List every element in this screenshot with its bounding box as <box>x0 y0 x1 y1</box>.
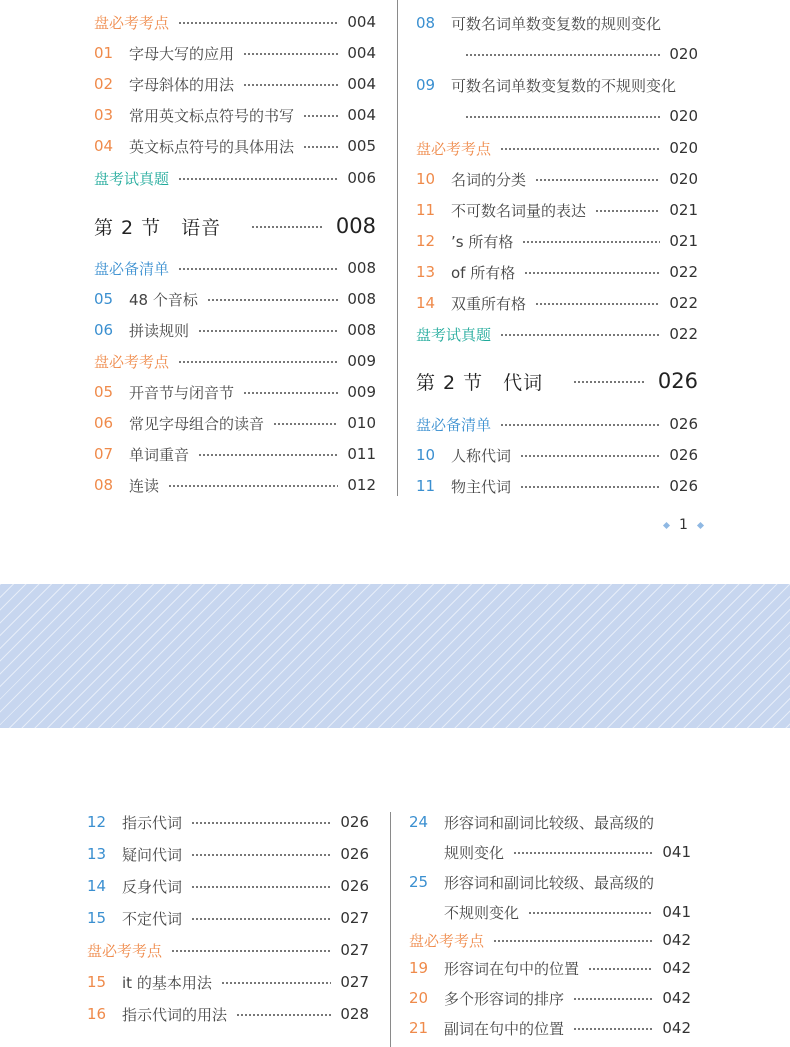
leader-dots <box>178 268 338 270</box>
entry-number: 03 <box>94 106 114 124</box>
entry-page-number: 008 <box>347 259 376 277</box>
toc-entry[interactable] <box>94 442 376 466</box>
entry-page-number: 042 <box>662 1019 691 1037</box>
entry-number: 02 <box>94 75 114 93</box>
entry-title: 可数名词单数变复数的不规则变化 <box>451 76 677 95</box>
entry-number: 10 <box>416 446 436 464</box>
toc-entry[interactable] <box>409 870 691 894</box>
entry-number: 07 <box>94 445 114 463</box>
entry-title: 多个形容词的排序 <box>444 989 565 1008</box>
diamond-icon <box>697 521 704 528</box>
leader-dots <box>520 455 660 457</box>
entry-title: 双重所有格 <box>451 294 527 313</box>
toc-entry[interactable] <box>94 287 376 311</box>
entry-title: 形容词在句中的位置 <box>444 959 580 978</box>
entry-title: 常见字母组合的读音 <box>129 414 265 433</box>
section-heading[interactable] <box>94 211 376 241</box>
entry-number: 08 <box>94 476 114 494</box>
entry-page-number: 004 <box>347 75 376 93</box>
entry-title: 48 个音标 <box>129 290 198 309</box>
entry-page-number: 026 <box>340 877 369 895</box>
entry-page-number: 041 <box>662 843 691 861</box>
leader-dots <box>191 918 331 920</box>
entry-title: 形容词和副词比较级、最高级的 <box>444 873 655 892</box>
toc-entry[interactable] <box>416 443 698 467</box>
leader-dots <box>191 822 331 824</box>
entry-number: 10 <box>416 170 436 188</box>
entry-title: 盘必考考点 <box>87 941 163 960</box>
toc-entry[interactable] <box>94 349 376 373</box>
entry-number: 16 <box>87 1005 107 1023</box>
entry-number: 12 <box>416 232 436 250</box>
toc-entry[interactable] <box>416 260 698 284</box>
entry-page-number: 022 <box>669 294 698 312</box>
leader-dots <box>168 485 338 487</box>
leader-dots <box>528 912 653 914</box>
toc-entry[interactable] <box>416 136 698 160</box>
toc-entry[interactable] <box>94 380 376 404</box>
toc-entry[interactable] <box>87 906 369 930</box>
leader-dots <box>273 423 338 425</box>
toc-entry[interactable] <box>465 104 698 128</box>
entry-page-number: 020 <box>669 107 698 125</box>
entry-title: 第 2 节 语音 <box>94 216 222 239</box>
toc-entry[interactable] <box>87 970 369 994</box>
entry-title: 英文标点符号的具体用法 <box>129 137 295 156</box>
entry-number: 05 <box>94 383 114 401</box>
toc-entry[interactable] <box>416 167 698 191</box>
entry-page-number: 009 <box>347 352 376 370</box>
leader-dots <box>207 299 339 301</box>
entry-title: 形容词和副词比较级、最高级的 <box>444 813 655 832</box>
entry-page-number: 027 <box>340 973 369 991</box>
page-number <box>654 516 713 534</box>
entry-page-number: 020 <box>669 45 698 63</box>
leader-dots <box>595 210 660 212</box>
toc-entry[interactable] <box>94 72 376 96</box>
entry-title: 疑问代词 <box>122 845 183 864</box>
entry-title: 盘考试真题 <box>94 169 170 188</box>
leader-dots <box>588 968 653 970</box>
entry-title: 可数名词单数变复数的规则变化 <box>451 14 662 33</box>
column-divider <box>390 812 391 1047</box>
toc-entry[interactable] <box>94 318 376 342</box>
entry-number: 09 <box>416 76 436 94</box>
entry-title: 盘必备清单 <box>416 415 492 434</box>
entry-page-number: 011 <box>347 445 376 463</box>
entry-title: 不规则变化 <box>444 903 520 922</box>
entry-title: 盘必考考点 <box>94 13 170 32</box>
leader-dots <box>178 178 338 180</box>
entry-title: 指示代词 <box>122 813 183 832</box>
entry-page-number: 026 <box>657 369 698 393</box>
entry-page-number: 042 <box>662 989 691 1007</box>
entry-page-number: 012 <box>347 476 376 494</box>
entry-title: 单词重音 <box>129 445 190 464</box>
toc-entry[interactable] <box>94 411 376 435</box>
leader-dots <box>178 361 338 363</box>
entry-number: 13 <box>87 845 107 863</box>
toc-entry[interactable] <box>87 842 369 866</box>
entry-number: 20 <box>409 989 429 1007</box>
entry-number: 24 <box>409 813 429 831</box>
leader-dots <box>500 334 660 336</box>
toc-entry[interactable] <box>94 103 376 127</box>
entry-title: ’s 所有格 <box>451 232 514 251</box>
toc-entry[interactable] <box>87 810 369 834</box>
diamond-icon <box>663 521 670 528</box>
leader-dots <box>243 84 338 86</box>
entry-title: 不定代词 <box>122 909 183 928</box>
toc-entry[interactable] <box>416 229 698 253</box>
entry-title: 连读 <box>129 476 160 495</box>
entry-page-number: 021 <box>669 201 698 219</box>
toc-entry[interactable] <box>94 473 376 497</box>
entry-title: 指示代词的用法 <box>122 1005 228 1024</box>
toc-entry[interactable] <box>465 42 698 66</box>
leader-dots <box>303 115 338 117</box>
entry-page-number: 028 <box>340 1005 369 1023</box>
entry-title: 人称代词 <box>451 446 512 465</box>
page-number-label: 1 <box>679 517 688 533</box>
toc-entry[interactable] <box>409 986 691 1010</box>
leader-dots <box>513 852 653 854</box>
entry-page-number: 026 <box>340 845 369 863</box>
entry-number: 08 <box>416 14 436 32</box>
entry-number: 04 <box>94 137 114 155</box>
entry-title: 盘考试真题 <box>416 325 492 344</box>
entry-page-number: 026 <box>669 477 698 495</box>
leader-dots <box>465 54 660 56</box>
entry-page-number: 004 <box>347 106 376 124</box>
entry-title: 物主代词 <box>451 477 512 496</box>
toc-entry[interactable] <box>409 928 691 952</box>
entry-page-number: 009 <box>347 383 376 401</box>
toc-entry[interactable] <box>87 874 369 898</box>
leader-dots <box>251 226 324 228</box>
entry-title: 反身代词 <box>122 877 183 896</box>
leader-dots <box>500 424 660 426</box>
leader-dots <box>171 950 331 952</box>
entry-page-number: 022 <box>669 325 698 343</box>
entry-page-number: 008 <box>347 290 376 308</box>
entry-title: 不可数名词量的表达 <box>451 201 587 220</box>
entry-page-number: 006 <box>347 169 376 187</box>
entry-number: 01 <box>94 44 114 62</box>
entry-page-number: 041 <box>662 903 691 921</box>
entry-title: 字母斜体的用法 <box>129 75 235 94</box>
toc-entry[interactable] <box>444 840 691 864</box>
toc-entry[interactable] <box>416 291 698 315</box>
leader-dots <box>493 940 653 942</box>
entry-number: 14 <box>87 877 107 895</box>
entry-page-number: 020 <box>669 139 698 157</box>
toc-entry[interactable] <box>87 1002 369 1026</box>
entry-number: 13 <box>416 263 436 281</box>
entry-title: of 所有格 <box>451 263 516 282</box>
entry-page-number: 026 <box>669 415 698 433</box>
entry-number: 14 <box>416 294 436 312</box>
toc-entry[interactable] <box>416 198 698 222</box>
entry-page-number: 005 <box>347 137 376 155</box>
toc-entry[interactable] <box>416 474 698 498</box>
toc-entry[interactable] <box>416 412 698 436</box>
leader-dots <box>243 392 338 394</box>
entry-title: 副词在句中的位置 <box>444 1019 565 1038</box>
entry-page-number: 027 <box>340 909 369 927</box>
entry-title: 拼读规则 <box>129 321 190 340</box>
entry-page-number: 027 <box>340 941 369 959</box>
leader-dots <box>191 886 331 888</box>
entry-page-number: 008 <box>335 214 376 238</box>
toc-entry[interactable] <box>444 900 691 924</box>
entry-page-number: 004 <box>347 44 376 62</box>
entry-title: 第 2 节 代词 <box>416 371 544 394</box>
entry-page-number: 004 <box>347 13 376 31</box>
leader-dots <box>303 146 338 148</box>
entry-title: 名词的分类 <box>451 170 527 189</box>
entry-number: 11 <box>416 477 436 495</box>
toc-entry[interactable] <box>94 10 376 34</box>
leader-dots <box>243 53 338 55</box>
toc-entry[interactable] <box>94 41 376 65</box>
entry-title: 常用英文标点符号的书写 <box>129 106 295 125</box>
leader-dots <box>198 330 338 332</box>
page-separator-band <box>0 584 790 728</box>
entry-title: 盘必考考点 <box>416 139 492 158</box>
section-heading[interactable] <box>416 366 698 396</box>
leader-dots <box>520 486 660 488</box>
entry-number: 12 <box>87 813 107 831</box>
entry-page-number: 022 <box>669 263 698 281</box>
entry-page-number: 010 <box>347 414 376 432</box>
entry-title: 盘必备清单 <box>94 259 170 278</box>
toc-entry[interactable] <box>87 938 369 962</box>
entry-title: it 的基本用法 <box>122 973 212 992</box>
entry-number: 25 <box>409 873 429 891</box>
leader-dots <box>465 116 660 118</box>
entry-page-number: 026 <box>669 446 698 464</box>
leader-dots <box>236 1014 331 1016</box>
entry-number: 06 <box>94 321 114 339</box>
toc-page-2 <box>0 728 790 1047</box>
leader-dots <box>573 998 653 1000</box>
leader-dots <box>178 22 338 24</box>
leader-dots <box>535 179 660 181</box>
toc-entry[interactable] <box>409 1016 691 1040</box>
toc-entry[interactable] <box>409 810 691 834</box>
leader-dots <box>573 381 646 383</box>
leader-dots <box>535 303 660 305</box>
entry-page-number: 020 <box>669 170 698 188</box>
leader-dots <box>221 982 332 984</box>
toc-entry[interactable] <box>416 73 698 97</box>
toc-entry[interactable] <box>409 956 691 980</box>
leader-dots <box>522 241 660 243</box>
entry-number: 06 <box>94 414 114 432</box>
toc-entry[interactable] <box>94 134 376 158</box>
entry-number: 11 <box>416 201 436 219</box>
entry-title: 盘必考考点 <box>409 931 485 950</box>
entry-number: 15 <box>87 973 107 991</box>
entry-number: 21 <box>409 1019 429 1037</box>
leader-dots <box>573 1028 653 1030</box>
entry-page-number: 021 <box>669 232 698 250</box>
entry-title: 盘必考考点 <box>94 352 170 371</box>
toc-entry[interactable] <box>416 322 698 346</box>
toc-entry[interactable] <box>94 166 376 190</box>
leader-dots <box>198 454 338 456</box>
toc-entry[interactable] <box>416 11 698 35</box>
entry-page-number: 042 <box>662 959 691 977</box>
entry-title: 字母大写的应用 <box>129 44 235 63</box>
entry-page-number: 008 <box>347 321 376 339</box>
leader-dots <box>191 854 331 856</box>
leader-dots <box>500 148 660 150</box>
toc-entry[interactable] <box>94 256 376 280</box>
entry-title: 开音节与闭音节 <box>129 383 235 402</box>
entry-number: 19 <box>409 959 429 977</box>
entry-page-number: 042 <box>662 931 691 949</box>
entry-number: 05 <box>94 290 114 308</box>
entry-number: 15 <box>87 909 107 927</box>
leader-dots <box>524 272 660 274</box>
column-divider <box>397 0 398 496</box>
entry-title: 规则变化 <box>444 843 505 862</box>
entry-page-number: 026 <box>340 813 369 831</box>
